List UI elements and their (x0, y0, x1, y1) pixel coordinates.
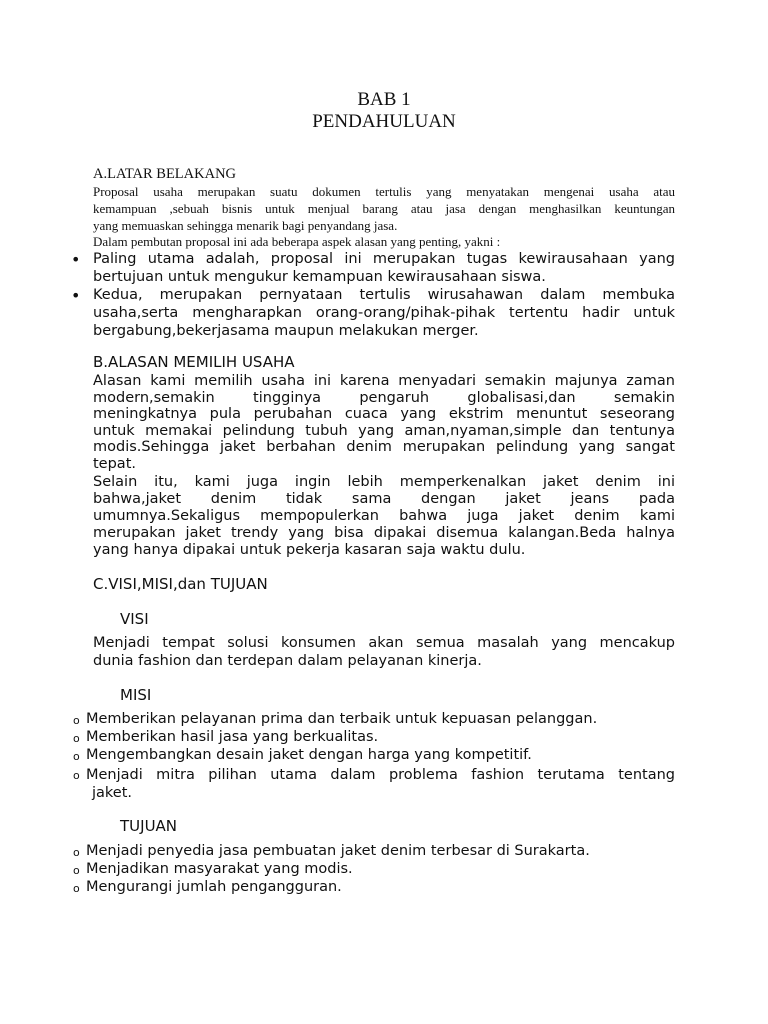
chapter-subtitle: PENDAHULUAN (312, 111, 456, 132)
text-line: kemampuan ,sebuah bisnis untuk menjual barang atau jasa dengan menghasilkan keuntungan (93, 201, 675, 216)
text-line: bergabung,bekerjasama maupun melakukan merger. (93, 323, 479, 339)
visi-text (93, 634, 675, 670)
text-line: modis.Sehingga jaket berbahan denim merupakan pelindung yang sangat (93, 439, 675, 455)
text-line: Kedua, merupakan pernyataan tertulis wirusahawan dalam membuka (93, 287, 675, 303)
text-line: Menjadi tempat solusi konsumen akan semua masalah yang mencakup (93, 635, 675, 651)
section-b-paragraph-1 (93, 373, 675, 472)
text-line: umumnya.Sekaligus mempopulerkan bahwa juga jaket denim kami (93, 508, 675, 524)
circle-bullet-icon: o (73, 750, 80, 763)
tujuan-heading: TUJUAN (120, 817, 178, 835)
text-line: meningkatnya pula perubahan cuaca yang ekstrim menuntut seseorang (93, 406, 675, 422)
text-line: untuk memakai pelindung tubuh yang aman,nyaman,simple dan tentunya (93, 422, 675, 439)
bullet-item-1 (93, 250, 675, 286)
bullet-dot-icon: • (71, 286, 81, 305)
text-line: Alasan kami memilih usaha ini karena menyadari semakin majunya zaman (93, 373, 675, 389)
text-line: usaha,serta mengharapkan orang-orang/pihak-pihak tertentu hadir untuk (93, 305, 675, 321)
visi-heading: VISI (120, 610, 149, 628)
circle-bullet-icon: o (73, 846, 80, 859)
section-a-heading: A.LATAR BELAKANG (93, 166, 237, 182)
tujuan-item: Mengurangi jumlah pengangguran. (86, 879, 342, 895)
misi-item: Memberikan hasil jasa yang berkualitas. (86, 729, 379, 745)
circle-bullet-icon: o (73, 882, 80, 895)
circle-bullet-icon: o (73, 714, 80, 727)
text-line: tepat. (93, 455, 136, 472)
text-line: Selain itu, kami juga ingin lebih memperkenalkan jaket denim ini (93, 474, 675, 490)
section-a-paragraph-1 (93, 183, 675, 234)
bullet-dot-icon: • (71, 250, 81, 269)
misi-heading: MISI (120, 686, 152, 704)
text-line: Paling utama adalah, proposal ini merupakan tugas kewirausahaan yang (93, 251, 675, 267)
misi-item (86, 766, 675, 802)
section-b-paragraph-2 (93, 474, 675, 559)
section-c-heading: C.VISI,MISI,dan TUJUAN (93, 575, 268, 593)
misi-item: Memberikan pelayanan prima dan terbaik untuk kepuasan pelanggan. (86, 711, 598, 727)
circle-bullet-icon: o (73, 769, 80, 782)
circle-bullet-icon: o (73, 732, 80, 745)
text-line: Proposal usaha merupakan suatu dokumen tertulis yang menyatakan mengenai usaha atau (93, 184, 675, 199)
tujuan-item: Menjadi penyedia jasa pembuatan jaket denim terbesar di Surakarta. (86, 843, 590, 859)
text-line: bahwa,jaket denim tidak sama dengan jaket jeans pada (93, 491, 675, 507)
text-line: merupakan jaket trendy yang bisa dipakai disemua kalangan.Beda halnya (93, 525, 675, 541)
text-line: yang memuaskan sehingga menarik bagi penyandang jasa. (93, 218, 398, 233)
bullet-item-2 (93, 286, 675, 340)
text-line: yang hanya dipakai untuk pekerja kasaran saja waktu dulu. (93, 542, 526, 558)
text-line: modern,semakin tingginya pengaruh globalisasi,dan semakin (93, 389, 675, 406)
text-line: jaket. (92, 785, 133, 801)
section-b-heading: B.ALASAN MEMILIH USAHA (93, 353, 295, 371)
section-a-paragraph-2: Dalam pembutan proposal ini ada beberapa aspek alasan yang penting, yakni : (93, 234, 501, 249)
text-line: dunia fashion dan terdepan dalam pelayanan kinerja. (93, 653, 482, 669)
text-line: Menjadi mitra pilihan utama dalam problema fashion terutama tentang (86, 767, 675, 783)
misi-item: Mengembangkan desain jaket dengan harga yang kompetitif. (86, 747, 532, 763)
chapter-title: BAB 1 (357, 89, 411, 110)
circle-bullet-icon: o (73, 864, 80, 877)
text-line: bertujuan untuk mengukur kemampuan kewirausahaan siswa. (93, 269, 546, 285)
tujuan-item: Menjadikan masyarakat yang modis. (86, 861, 353, 877)
